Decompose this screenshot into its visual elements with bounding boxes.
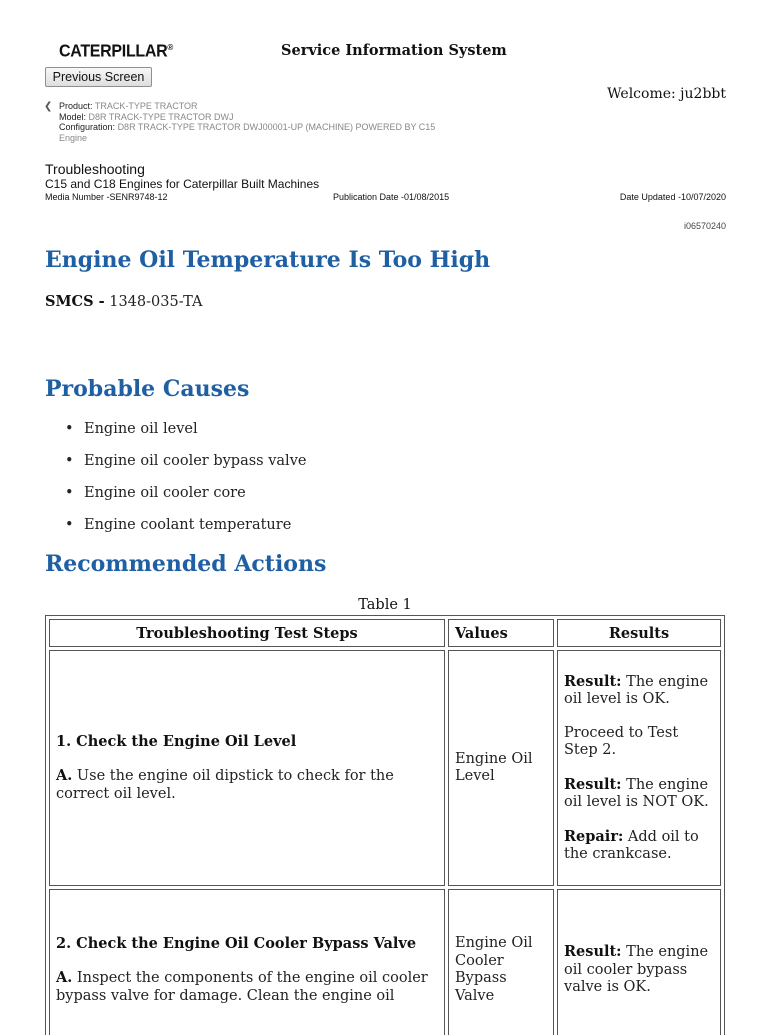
probable-causes-heading: Probable Causes <box>45 376 250 402</box>
system-title: Service Information System <box>281 42 507 59</box>
publication-title: C15 and C18 Engines for Caterpillar Built Machines <box>45 177 320 191</box>
step-title: 1. Check the Engine Oil Level <box>56 732 297 750</box>
step-a-label: A. <box>56 969 73 987</box>
section-title: Troubleshooting <box>45 161 145 177</box>
repair-label: Repair: <box>564 827 624 845</box>
logo-registered-mark: ® <box>167 42 174 52</box>
list-item: • Engine oil cooler bypass valve <box>62 453 306 485</box>
media-number: Media Number -SENR9748-12 <box>45 192 168 202</box>
smcs-label: SMCS - <box>45 293 105 310</box>
proceed-text: Proceed to Test Step 2. <box>564 724 679 758</box>
repair-text: Add oil to the crankcase. <box>564 828 699 862</box>
list-item: • Engine coolant temperature <box>62 517 306 549</box>
date-updated: Date Updated -10/07/2020 <box>619 192 726 202</box>
collapse-arrow-icon[interactable]: ❮ <box>44 101 53 112</box>
probable-causes-list <box>62 421 306 549</box>
publication-date: Publication Date -01/08/2015 <box>333 192 450 202</box>
product-info <box>59 101 449 143</box>
table-header-row <box>49 619 721 647</box>
result-text: The engine oil level is OK. <box>564 673 709 707</box>
configuration-label: Configuration: <box>59 122 116 132</box>
result-label: Result: <box>564 943 622 961</box>
page-title: Engine Oil Temperature Is Too High <box>45 247 491 273</box>
model-value: D8R TRACK-TYPE TRACTOR DWJ <box>88 111 234 122</box>
test-step-cell <box>49 889 445 1035</box>
result-text: The engine oil level is NOT OK. <box>564 776 709 810</box>
table-container <box>45 615 725 1035</box>
result-label: Result: <box>564 775 622 793</box>
document-id: i06570240 <box>683 221 726 231</box>
column-header: Results <box>557 619 721 647</box>
step-a-text: Use the engine oil dipstick to check for the correct oil level. <box>56 768 394 802</box>
troubleshooting-table <box>45 615 725 1035</box>
product-value: TRACK-TYPE TRACTOR <box>94 101 198 111</box>
table-caption: Table 1 <box>358 597 412 613</box>
column-header: Values <box>448 619 554 647</box>
list-item: • Engine oil level <box>62 421 306 453</box>
result-label: Result: <box>564 672 622 690</box>
test-step-cell <box>49 650 445 886</box>
configuration-line <box>59 122 449 143</box>
model-label: Model: <box>59 111 87 122</box>
value-cell: Engine Oil Cooler Bypass Valve <box>448 889 554 1035</box>
step-a-label: A. <box>56 767 73 785</box>
previous-screen-button[interactable]: Previous Screen <box>45 67 152 87</box>
list-item: • Engine oil cooler core <box>62 485 306 517</box>
step-title: 2. Check the Engine Oil Cooler Bypass Valve <box>56 934 417 952</box>
caterpillar-logo <box>59 42 173 61</box>
result-text: The engine oil cooler bypass valve is OK. <box>564 944 709 996</box>
product-line <box>59 101 449 112</box>
table-row <box>49 650 721 886</box>
welcome-text: Welcome: ju2bbt <box>607 86 726 102</box>
recommended-actions-heading: Recommended Actions <box>45 551 327 577</box>
table-row <box>49 889 721 1035</box>
value-cell: Engine Oil Level <box>448 650 554 886</box>
product-label: Product: <box>59 101 93 111</box>
smcs-code <box>45 293 202 310</box>
configuration-value: D8R TRACK-TYPE TRACTOR DWJ00001-UP (MACHINE) POWERED BY C15 Engine <box>59 122 436 143</box>
step-a-text: Inspect the components of the engine oil cooler bypass valve for damage. Clean the engine oil <box>56 970 428 1004</box>
smcs-value: 1348-035-TA <box>109 294 203 310</box>
result-cell <box>557 650 721 886</box>
logo-text: CATERPILLAR <box>59 42 168 61</box>
result-cell <box>557 889 721 1035</box>
model-line <box>59 112 449 123</box>
column-header: Troubleshooting Test Steps <box>49 619 445 647</box>
